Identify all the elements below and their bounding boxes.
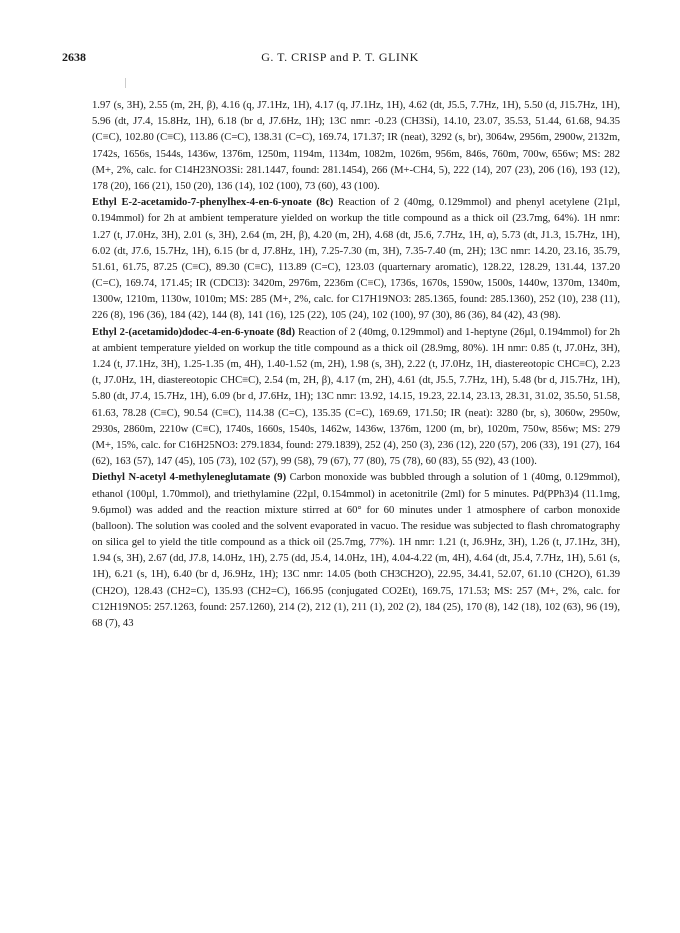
paragraph-compound-9	[92, 470, 620, 632]
page-number: 2638	[62, 50, 86, 64]
paragraph-text: 1.97 (s, 3H), 2.55 (m, 2H, β), 4.16 (q, J7.1Hz, 1H), 4.17 (q, J7.1Hz, 1H), 4.62 (dt, J5.5, 7.7Hz, 1H), 5.50 (d, J15.7Hz, 1H), 5.96 (dt, J7.4, 15.8Hz, 1H), 6.18 (br d, J7.6Hz, 1H); 13C nmr: -0.23 (CH3Si), 14.10, 23.07, 35.53, 51.44, 61.68, 94.35 (C≡C), 102.80 (C≡C), 113.86 (C=C), 138.31 (C=C), 169.74, 171.37; IR (neat), 3292 (s, br), 3064w, 2956m, 2900w, 2132m, 1742s, 1656s, 1544s, 1436w, 1376m, 1250m, 1194m, 1134m, 1082m, 1026m, 956m, 846s, 760m, 700w, 656w; MS: 282 (M+, 2%, calc. for C14H23NO3Si: 281.1447, found: 281.1454), 266 (M+-CH4, 5), 222 (14), 207 (23), 206 (16), 193 (12), 178 (20), 166 (21), 150 (20), 136 (14), 102 (100), 73 (60), 43 (100).	[92, 100, 620, 192]
compound-title: Ethyl 2-(acetamido)dodec-4-en-6-ynoate (8d)	[92, 326, 298, 338]
compound-title: Ethyl E-2-acetamido-7-phenylhex-4-en-6-ynoate (8c)	[92, 197, 339, 209]
running-head-authors: G. T. CRISP and P. T. GLINK	[261, 50, 419, 64]
paragraph-text: Reaction of 2 (40mg, 0.129mmol) and phenyl acetylene (21µl, 0.194mmol) for 2h at ambient temperature yielded on workup the title compound as a thick oil (23.7mg, 64%). 1H nmr: 1.27 (t, J7.0Hz, 3H), 2.01 (s, 3H), 2.64 (m, 2H, β), 4.20 (m, 2H), 4.68 (dt, J5.6, 7.7Hz, 1H, α), 5.73 (dt, J1.3, 15.7Hz, 1H), 6.02 (dt, J7.6, 15.7Hz, 1H), 6.15 (br d, J7.8Hz, 1H), 7.25-7.30 (m, 3H), 7.35-7.40 (m, 2H); 13C nmr: 14.20, 23.16, 35.79, 51.61, 61.75, 87.25 (C≡C), 89.30 (C≡C), 113.89 (C=C), 123.03 (quarternary aromatic), 128.22, 128.29, 131.44, 137.20 (C=C), 169.74, 171.45; IR (CDCl3): 3420m, 2976m, 2236m (C≡C), 1736s, 1670s, 1590w, 1500s, 1440w, 1370m, 1340m, 1300w, 1210m, 1130w, 1010m; MS: 285 (M+, 2%, calc. for C17H19NO3: 285.1365, found: 285.1360), 252 (10), 238 (11), 226 (8), 196 (36), 184 (42), 144 (8), 141 (16), 125 (22), 105 (24), 102 (100), 97 (30), 86 (36), 84 (42), 43 (98).	[92, 197, 620, 322]
paragraph-compound-8c	[92, 195, 620, 325]
compound-title: Diethyl N-acetyl 4-methyleneglutamate (9)	[92, 472, 290, 484]
paragraph-continuation	[92, 98, 620, 195]
experimental-text	[92, 98, 620, 632]
paragraph-text: Reaction of 2 (40mg, 0.129mmol) and 1-heptyne (26µl, 0.194mmol) for 2h at ambient temperature yielded on workup the title compound as a thick oil (28.9mg, 80%). 1H nmr: 0.85 (t, J7.0Hz, 3H), 1.24 (t, J7.1Hz, 3H), 1.25-1.35 (m, 4H), 1.40-1.52 (m, 2H), 1.98 (s, 3H), 2.22 (t, J7.0Hz, 1H, diastereotopic CHC≡C), 2.23 (t, J7.0Hz, 1H, diastereotopic CHC≡C), 2.54 (m, 2H, β), 4.17 (m, 2H), 4.61 (dt, J5.5, 7.7Hz, 1H), 5.48 (br d, J15.7Hz, 1H), 5.80 (dt, J7.4, 15.7Hz, 1H), 6.09 (br d, J7.6Hz, 1H); 13C nmr: 13.92, 14.15, 19.23, 22.14, 23.13, 28.31, 31.02, 35.50, 51.58, 61.63, 78.28 (C≡C), 90.54 (C≡C), 114.38 (C=C), 135.35 (C=C), 169.69, 171.50; IR (neat): 3280 (br, s), 3060w, 2950w, 2930s, 2860m, 2210w (C≡C), 1740s, 1660s, 1540s, 1462w, 1436w, 1376m, 1200 (m, br), 1020m, 750w, 856w; MS: 279 (M+, 15%, calc. for C16H25NO3: 279.1834, found: 279.1839), 252 (4), 250 (3), 236 (12), 220 (57), 206 (33), 191 (27), 164 (62), 163 (57), 147 (45), 105 (73), 102 (57), 99 (58), 79 (67), 77 (80), 75 (78), 60 (83), 55 (92), 43 (100).	[92, 326, 621, 468]
paragraph-text: Carbon monoxide was bubbled through a solution of 1 (40mg, 0.129mmol), ethanol (100µl, 1.70mmol), and triethylamine (22µl, 0.154mmol) in acetonitrile (2ml) for 5 minutes. Pd(PPh3)4 (11.1mg, 9.6µmol) was added and the reaction mixture stirred at 60° for 60 minutes under 1 atmosphere of carbon monoxide (balloon). The solution was cooled and the solvent evaporated in vacuo. The residue was subjected to flash chromatography on silica gel to yield the title compound as a thick oil (25.7mg, 77%). 1H nmr: 1.21 (t, J6.9Hz, 3H), 1.26 (t, J7.1Hz, 3H), 1.94 (s, 3H), 2.67 (dd, J7.8, 14.0Hz, 1H), 2.75 (dd, J5.4, 14.0Hz, 1H), 4.04-4.22 (m, 4H), 4.64 (dt, J5.4, 7.7Hz, 1H), 5.61 (s, 1H), 6.21 (s, 1H), 6.40 (br d, J6.9Hz, 1H); 13C nmr: 14.05 (both CH3CH2O), 22.95, 34.41, 52.07, 61.10 (CH2O), 61.39 (CH2O), 128.43 (CH2=C), 135.93 (CH2=C), 166.95 (conjugated CO2Et), 169.75, 171.53; MS: 257 (M+, 2%, calc. for C12H19NO5: 257.1263, found: 257.1260), 214 (2), 212 (1), 211 (1), 202 (2), 184 (25), 170 (8), 142 (18), 102 (63), 96 (19), 68 (7), 43	[92, 472, 620, 629]
page-header	[62, 50, 618, 66]
divider	[125, 78, 126, 88]
paragraph-compound-8d	[92, 325, 620, 471]
